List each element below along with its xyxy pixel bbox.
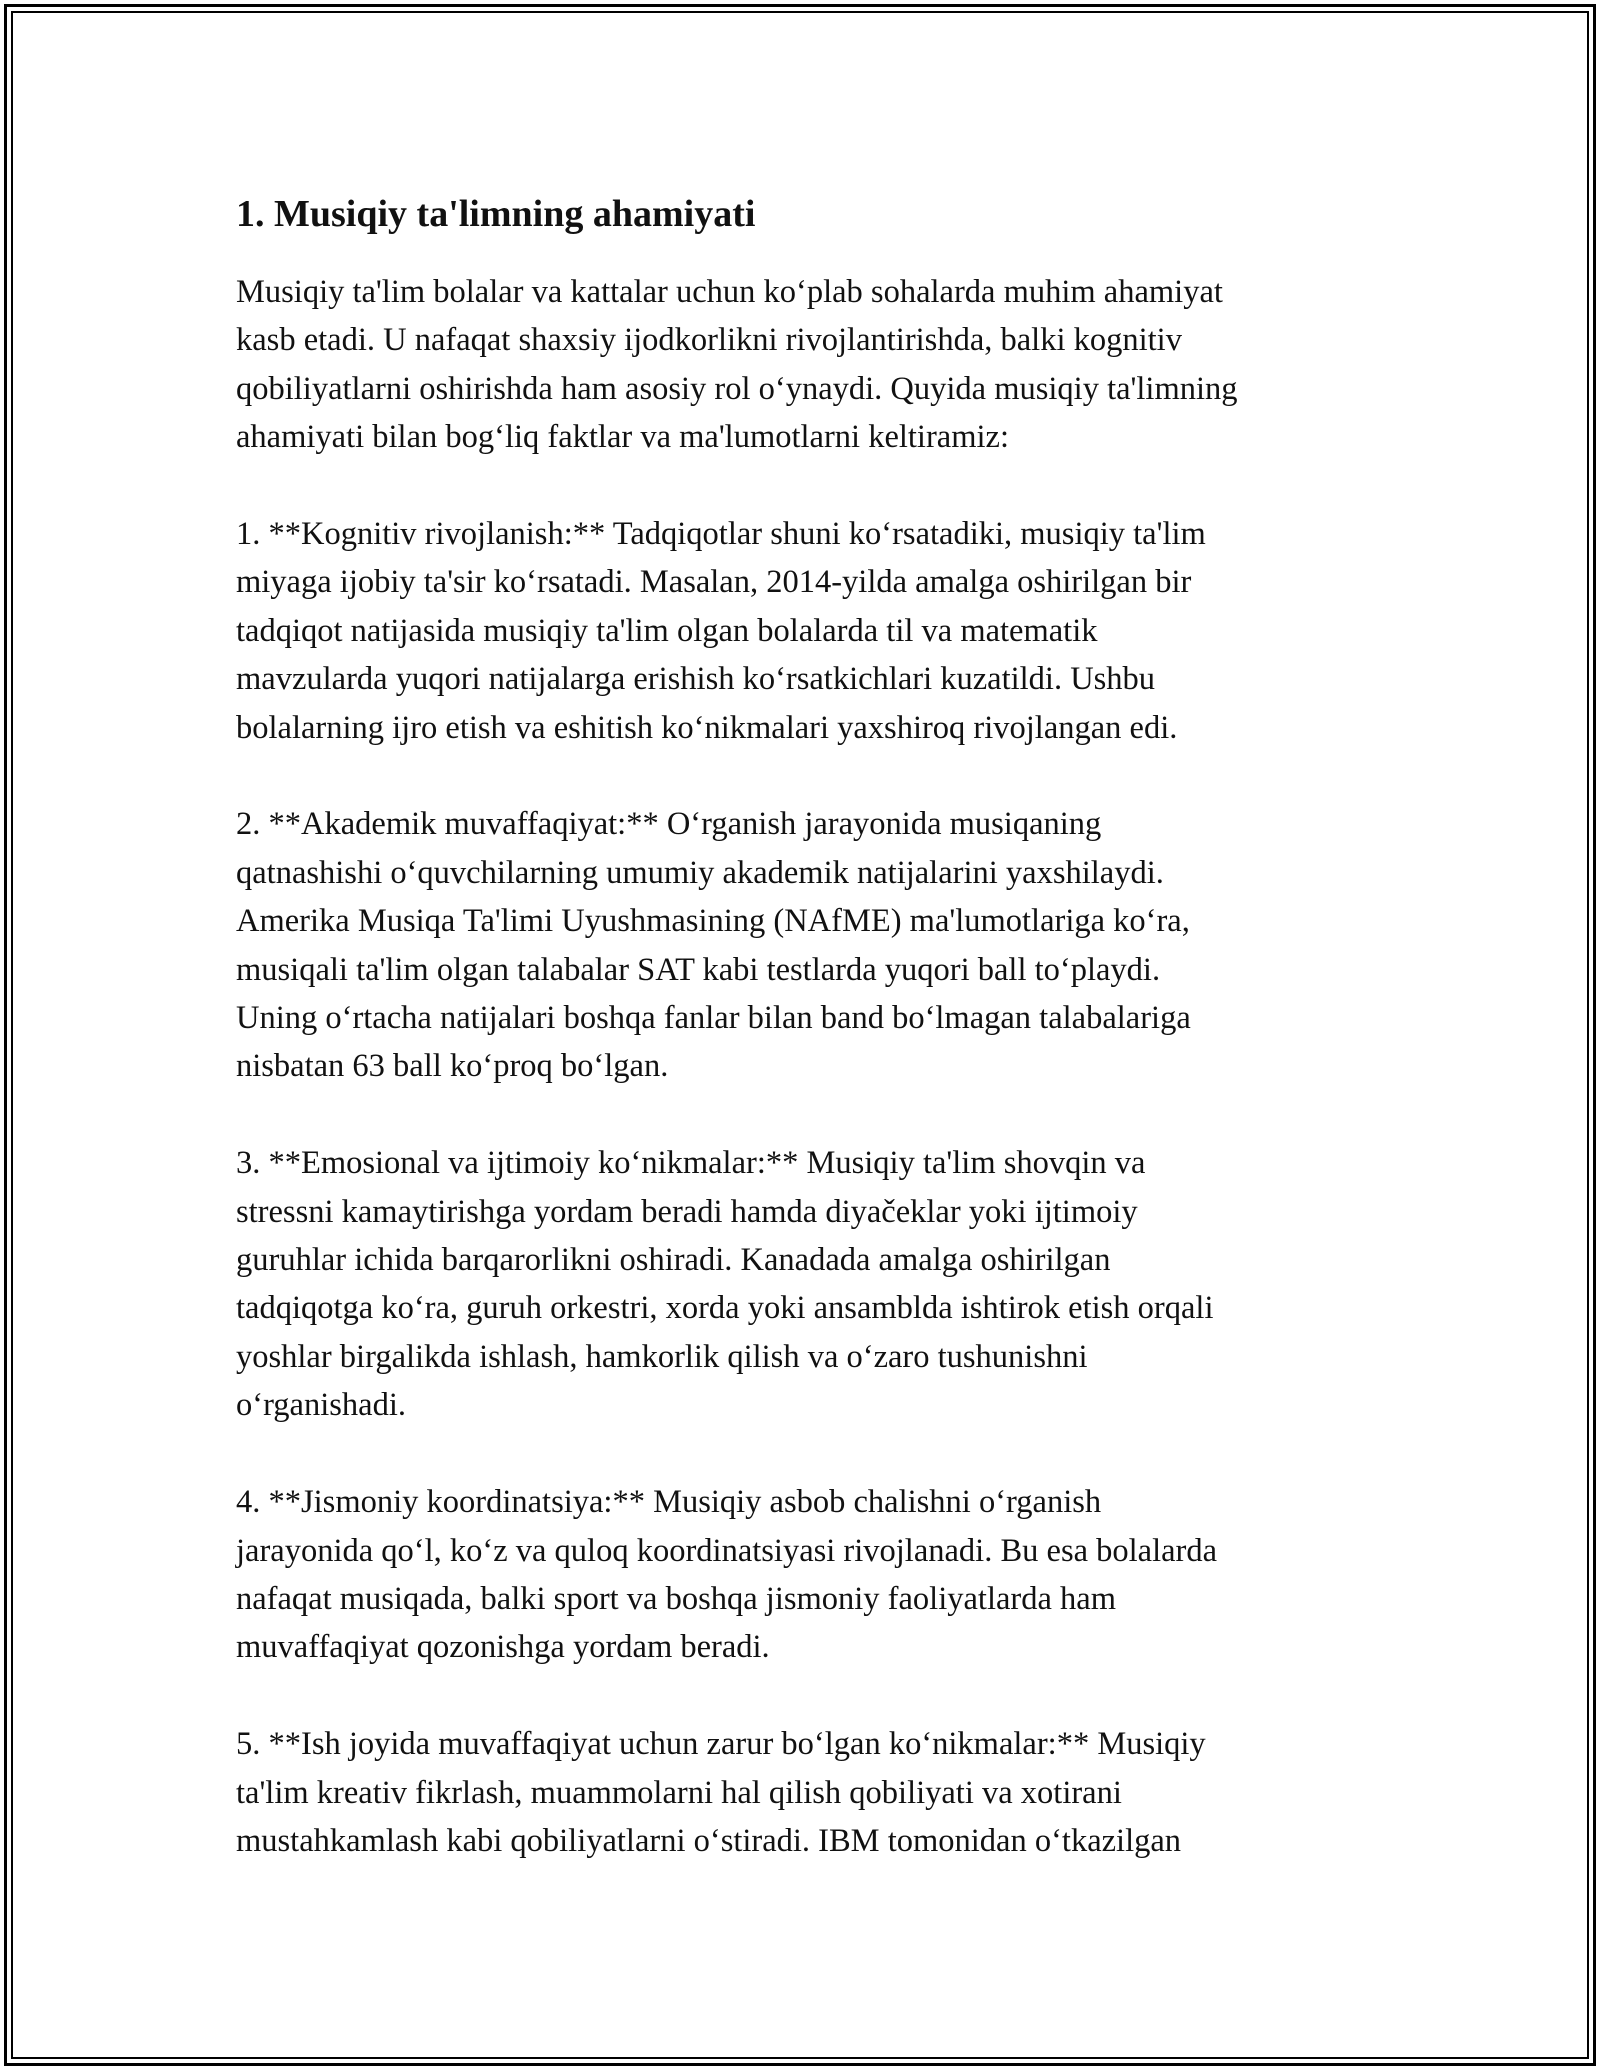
text-line: 2. **Akademik muvaffaqiyat:** Oʻrganish jarayonida musiqaning (236, 806, 1102, 843)
list-item-cognitive (236, 510, 1386, 752)
text-line: 5. **Ish joyida muvaffaqiyat uchun zarur boʻlgan koʻnikmalar:** Musiqiy (236, 1726, 1206, 1763)
text-line: nisbatan 63 ball koʻproq boʻlgan. (236, 1048, 669, 1085)
text-line: Amerika Musiqa Ta'limi Uyushmasining (NAfME) ma'lumotlariga koʻra, (236, 903, 1190, 940)
list-item-emotional (236, 1139, 1386, 1429)
text-line: qobiliyatlarni oshirishda ham asosiy rol oʻynaydi. Quyida musiqiy ta'limning (236, 370, 1238, 407)
list-item-workplace (236, 1720, 1386, 1865)
text-line: bolalarning ijro etish va eshitish koʻnikmalari yaxshiroq rivojlangan edi. (236, 709, 1178, 746)
text-line: 4. **Jismoniy koordinatsiya:** Musiqiy asbob chalishni oʻrganish (236, 1484, 1102, 1521)
text-line: ta'lim kreativ fikrlash, muammolarni hal qilish qobiliyati va xotirani (236, 1774, 1122, 1811)
text-line: mustahkamlash kabi qobiliyatlarni oʻstiradi. IBM tomonidan oʻtkazilgan (236, 1822, 1182, 1859)
text-line: 1. **Kognitiv rivojlanish:** Tadqiqotlar shuni koʻrsatadiki, musiqiy ta'lim (236, 516, 1206, 553)
text-line: guruhlar ichida barqarorlikni oshiradi. Kanadada amalga oshirilgan (236, 1242, 1111, 1279)
text-line: yoshlar birgalikda ishlash, hamkorlik qilish va oʻzaro tushunishni (236, 1338, 1088, 1375)
section-title: 1. Musiqiy ta'limning ahamiyati (236, 193, 756, 235)
intro-paragraph (236, 268, 1386, 462)
text-line: muvaffaqiyat qozonishga yordam beradi. (236, 1629, 770, 1666)
text-line: mavzularda yuqori natijalarga erishish koʻrsatkichlari kuzatildi. Ushbu (236, 661, 1156, 698)
text-line: tadqiqot natijasida musiqiy ta'lim olgan bolalarda til va matematik (236, 612, 1098, 649)
text-line: qatnashishi oʻquvchilarning umumiy akademik natijalarini yaxshilaydi. (236, 854, 1164, 891)
text-line: oʻrganishadi. (236, 1387, 406, 1424)
text-line: 3. **Emosional va ijtimoiy koʻnikmalar:** Musiqiy ta'lim shovqin va (236, 1145, 1146, 1182)
text-line: Uning oʻrtacha natijalari boshqa fanlar bilan band boʻlmagan talabalariga (236, 1000, 1191, 1037)
text-line: ahamiyati bilan bogʻliq faktlar va ma'lumotlarni keltiramiz: (236, 419, 1009, 456)
document-body (236, 188, 1386, 1914)
text-line: Musiqiy ta'lim bolalar va kattalar uchun koʻplab sohalarda muhim ahamiyat (236, 274, 1223, 310)
text-line: miyaga ijobiy ta'sir koʻrsatadi. Masalan, 2014-yilda amalga oshirilgan bir (236, 564, 1192, 601)
list-item-academic (236, 800, 1386, 1090)
text-line: nafaqat musiqada, balki sport va boshqa jismoniy faoliyatlarda ham (236, 1580, 1116, 1617)
text-line: tadqiqotga koʻra, guruh orkestri, xorda yoki ansamblda ishtirok etish orqali (236, 1290, 1214, 1327)
text-line: stressni kamaytirishga yordam beradi hamda diyačeklar yoki ijtimoiy (236, 1193, 1138, 1230)
text-line: jarayonida qoʻl, koʻz va quloq koordinatsiyasi rivojlanadi. Bu esa bolalarda (236, 1532, 1218, 1569)
text-line: kasb etadi. U nafaqat shaxsiy ijodkorlikni rivojlantirishda, balki kognitiv (236, 322, 1182, 359)
text-line: musiqali ta'lim olgan talabalar SAT kabi testlarda yuqori ball toʻplaydi. (236, 951, 1161, 988)
list-item-physical (236, 1478, 1386, 1672)
